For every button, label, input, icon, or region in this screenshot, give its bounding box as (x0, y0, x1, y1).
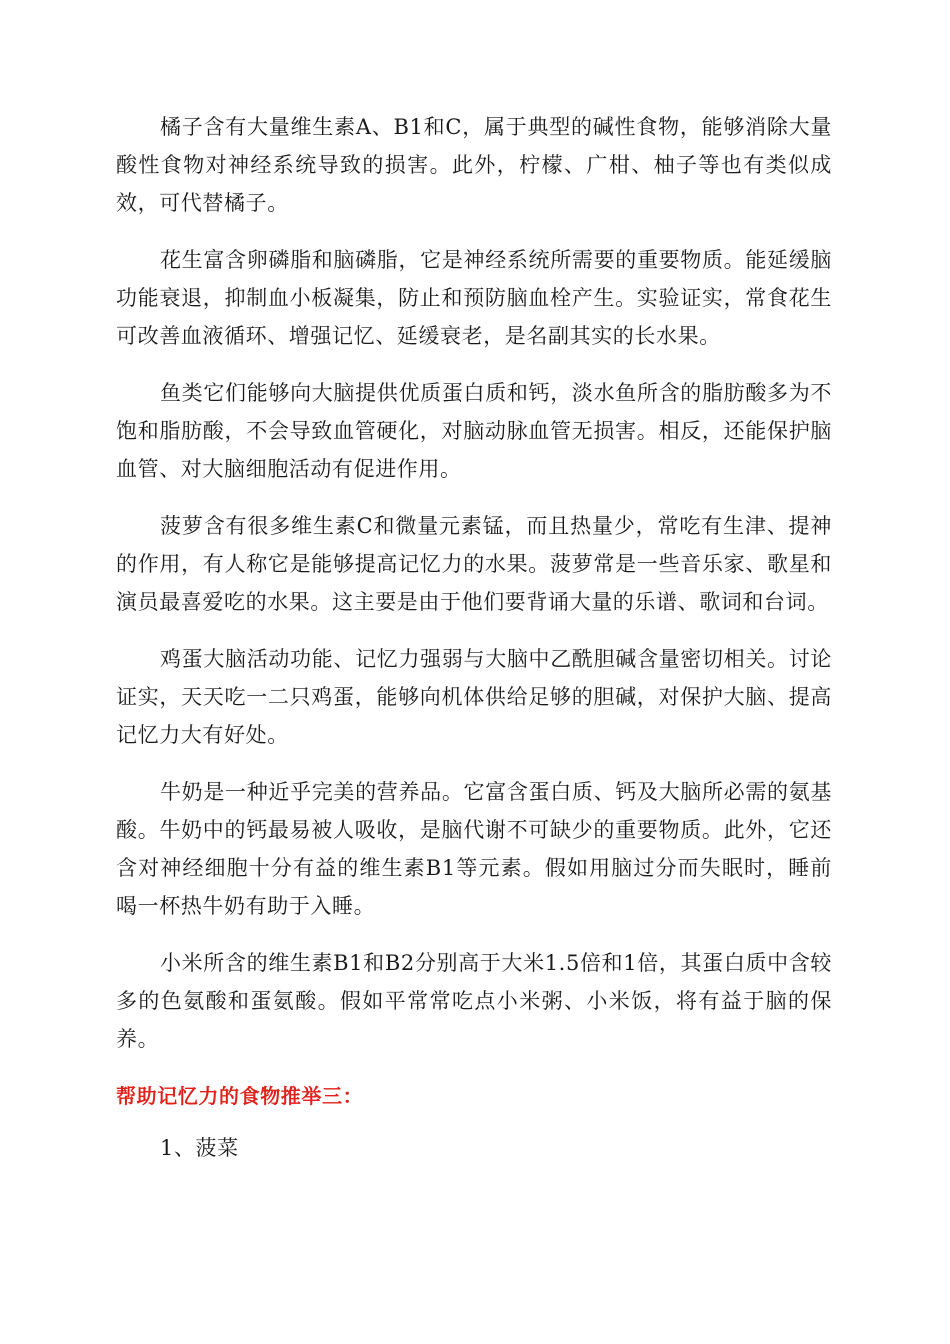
paragraph-pineapple: 菠萝含有很多维生素C和微量元素锰，而且热量少，常吃有生津、提神的作用，有人称它是能够提高记忆力的水果。菠萝常是一些音乐家、歌星和演员最喜爱吃的水果。这主要是由于他们要背诵大量的乐谱、歌词和台词。 (116, 514, 832, 614)
section-heading: 帮助记忆力的食物推举三： (116, 1084, 364, 1108)
paragraph-fish: 鱼类它们能够向大脑提供优质蛋白质和钙，淡水鱼所含的脂肪酸多为不饱和脂肪酸，不会导致血管硬化，对脑动脉血管无损害。相反，还能保护脑血管、对大脑细胞活动有促进作用。 (116, 381, 832, 481)
paragraph-millet: 小米所含的维生素B1和B2分别高于大米1.5倍和1倍，其蛋白质中含较多的色氨酸和蛋氨酸。假如平常常吃点小米粥、小米饭，将有益于脑的保养。 (116, 951, 832, 1051)
paragraph-milk: 牛奶是一种近乎完美的营养品。它富含蛋白质、钙及大脑所必需的氨基酸。牛奶中的钙最易被人吸收，是脑代谢不可缺少的重要物质。此外，它还含对神经细胞十分有益的维生素B1等元素。假如用脑过分而失眠时，睡前喝一杯热牛奶有助于入睡。 (116, 780, 832, 918)
document-page (116, 108, 832, 1167)
paragraph-eggs: 鸡蛋大脑活动功能、记忆力强弱与大脑中乙酰胆碱含量密切相关。讨论证实，天天吃一二只鸡蛋，能够向机体供给足够的胆碱，对保护大脑、提高记忆力大有好处。 (116, 647, 832, 747)
list-item: 1、菠菜 (160, 1136, 239, 1160)
paragraph-oranges: 橘子含有大量维生素A、B1和C，属于典型的碱性食物，能够消除大量酸性食物对神经系统导致的损害。此外，柠檬、广柑、柚子等也有类似成效，可代替橘子。 (116, 115, 832, 215)
paragraph-peanuts: 花生富含卵磷脂和脑磷脂，它是神经系统所需要的重要物质。能延缓脑功能衰退，抑制血小板凝集，防止和预防脑血栓产生。实验证实，常食花生可改善血液循环、增强记忆、延缓衰老，是名副其实的长水果。 (116, 248, 832, 348)
